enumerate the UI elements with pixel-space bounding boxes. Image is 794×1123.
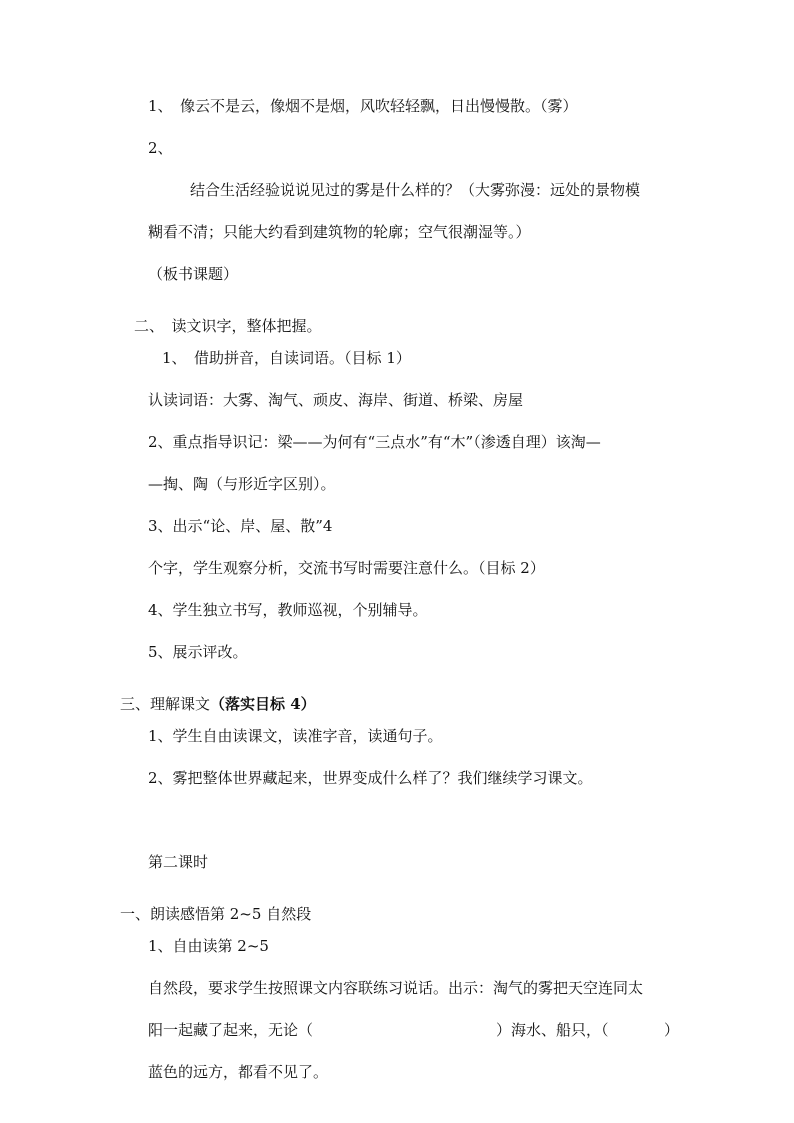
text-line-3: 结合生活经验说说见过的雾是什么样的？（大雾弥漫：远处的景物模 <box>190 181 641 199</box>
text-line-21: 自然段，要求学生按照课文内容联练习说话。出示：淘气的雾把天空连同太 <box>148 979 644 997</box>
text-line-5: （板书课题） <box>148 265 239 283</box>
section-heading-2: 二、 读文识字，整体把握。 <box>134 317 322 335</box>
text-line-7: 1、 借助拼音，自读词语。（目标 1） <box>162 349 411 367</box>
text-line-2: 2、 <box>148 139 173 157</box>
section-heading-3 <box>120 694 316 714</box>
text-line-20: 1、自由读第 2~5 <box>148 937 269 955</box>
text-line-23: 蓝色的远方，都看不见了。 <box>148 1063 329 1081</box>
text-line-22a: 阳一起藏了起来，无论（ <box>148 1021 314 1039</box>
text-line-8: 认读词语：大雾、淘气、顽皮、海岸、街道、桥梁、房屋 <box>148 391 524 409</box>
text-line-16: 1、学生自由读课文，读准字音，读通句子。 <box>148 727 443 745</box>
text-line-9: 2、重点指导识记：梁——为何有“三点水”有“木”（渗透自理）该淘— <box>148 433 601 451</box>
text-line-4: 糊看不清；只能大约看到建筑物的轮廓；空气很潮湿等。） <box>148 223 531 241</box>
lesson-title: 第二课时 <box>148 853 209 871</box>
text-line-14: 5、展示评改。 <box>148 643 248 661</box>
text-line-13: 4、学生独立书写，教师巡视，个别辅导。 <box>148 601 428 619</box>
section-heading-3-title: 三、理解课文 <box>120 695 211 713</box>
text-line-22b: ）海水、船只，（ <box>496 1021 609 1039</box>
text-line-11: 3、出示“论、岸、屋、散”4 <box>148 517 333 535</box>
text-line-22c: ） <box>664 1021 680 1039</box>
text-line-17: 2、雾把整体世界藏起来，世界变成什么样了？我们继续学习课文。 <box>148 769 593 787</box>
text-line-1: 1、 像云不是云，像烟不是烟，风吹轻轻飘，日出慢慢散。（雾） <box>148 97 578 115</box>
text-line-12: 个字，学生观察分析，交流书写时需要注意什么。（目标 2） <box>148 559 545 577</box>
text-line-10: —掏、陶（与形近字区别）。 <box>148 475 336 493</box>
section-heading-4: 一、朗读感悟第 2~5 自然段 <box>120 905 312 923</box>
section-heading-3-goal: （落实目标 4） <box>210 695 316 713</box>
